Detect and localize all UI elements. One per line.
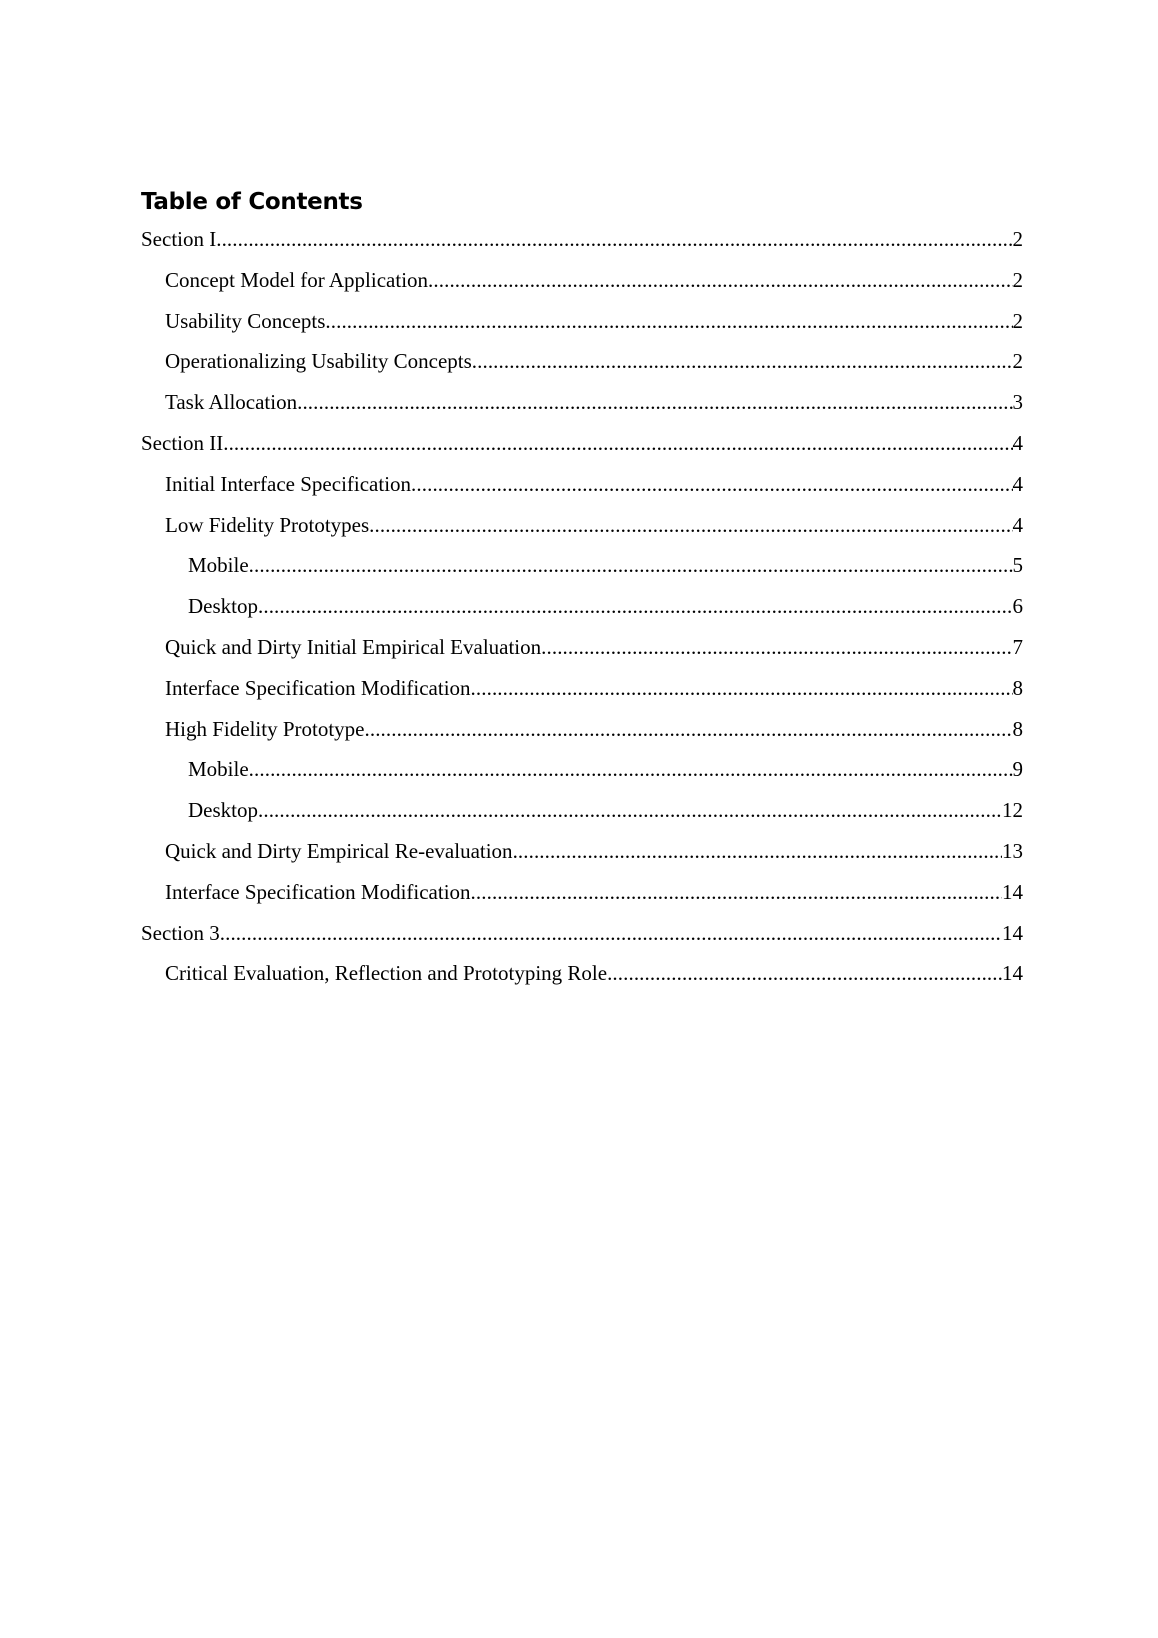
toc-entry-label: Section I	[141, 227, 217, 251]
toc-entry-page-number: 14	[1002, 920, 1023, 945]
toc-entry[interactable]	[141, 548, 1023, 589]
toc-entry[interactable]	[141, 589, 1023, 630]
toc-dot-leader	[249, 548, 1013, 582]
toc-entry[interactable]	[141, 385, 1023, 426]
toc-entry-label: Section 3	[141, 920, 220, 945]
toc-dot-leader	[258, 793, 1002, 827]
toc-entry-label: Interface Specification Modification	[165, 675, 471, 700]
toc-entry[interactable]	[141, 916, 1023, 957]
toc-entry-page-number: 9	[1012, 757, 1023, 782]
toc-entry-page-number: 12	[1002, 798, 1023, 823]
toc-entry-page-number: 2	[1012, 349, 1023, 374]
toc-entry-label: Critical Evaluation, Reflection and Prototyping Role	[165, 961, 608, 986]
toc-entry-label: Task Allocation	[165, 390, 298, 415]
toc-dot-leader	[607, 956, 1002, 990]
toc-entry[interactable]	[141, 304, 1023, 345]
toc-entry[interactable]	[141, 671, 1023, 712]
toc-entry-page-number: 2	[1012, 267, 1023, 292]
toc-entry-page-number: 13	[1002, 838, 1023, 863]
toc-entry[interactable]	[141, 793, 1023, 834]
toc-entry-label: Low Fidelity Prototypes	[165, 512, 370, 537]
toc-list	[141, 222, 1023, 997]
toc-dot-leader	[365, 712, 1013, 746]
toc-entry-page-number: 7	[1012, 634, 1023, 659]
toc-entry-label: Usability Concepts	[165, 308, 326, 333]
toc-entry[interactable]	[141, 630, 1023, 671]
toc-entry[interactable]	[141, 875, 1023, 916]
toc-entry[interactable]	[141, 712, 1023, 753]
toc-dot-leader	[513, 834, 1002, 868]
toc-entry-label: Section II	[141, 430, 224, 455]
toc-dot-leader	[325, 304, 1012, 338]
toc-dot-leader	[428, 263, 1012, 297]
toc-entry[interactable]	[141, 263, 1023, 304]
toc-entry-page-number: 4	[1012, 512, 1023, 537]
toc-entry[interactable]	[141, 752, 1023, 793]
toc-dot-leader	[471, 671, 1013, 705]
toc-entry-label: Interface Specification Modification	[165, 879, 471, 904]
toc-entry-label: Desktop	[188, 594, 258, 619]
toc-entry-label: Desktop	[188, 798, 258, 823]
toc-entry[interactable]	[141, 426, 1023, 467]
toc-dot-leader	[297, 385, 1012, 419]
toc-entry[interactable]	[141, 834, 1023, 875]
toc-entry-page-number: 3	[1012, 390, 1023, 415]
toc-entry-label: Initial Interface Specification	[165, 471, 412, 496]
toc-entry-page-number: 8	[1012, 716, 1023, 741]
toc-dot-leader	[411, 467, 1012, 501]
toc-entry-label: Quick and Dirty Initial Empirical Evaluation	[165, 634, 542, 659]
toc-entry-label: Concept Model for Application	[165, 267, 429, 292]
toc-entry-label: High Fidelity Prototype	[165, 716, 365, 741]
toc-entry[interactable]	[141, 508, 1023, 549]
toc-entry-page-number: 14	[1002, 961, 1023, 986]
toc-entry-label: Operationalizing Usability Concepts	[165, 349, 472, 374]
toc-dot-leader	[369, 508, 1012, 542]
toc-entry[interactable]	[141, 956, 1023, 997]
toc-entry-page-number: 4	[1012, 430, 1023, 455]
toc-dot-leader	[220, 916, 1002, 950]
toc-entry-page-number: 4	[1012, 471, 1023, 496]
toc-entry-page-number: 6	[1012, 594, 1023, 619]
toc-entry-label: Mobile	[188, 553, 249, 578]
toc-dot-leader	[216, 222, 1012, 256]
toc-dot-leader	[249, 752, 1013, 786]
toc-title: Table of Contents	[141, 189, 363, 215]
toc-dot-leader	[223, 426, 1012, 460]
toc-dot-leader	[472, 344, 1013, 378]
toc-dot-leader	[471, 875, 1002, 909]
toc-entry-page-number: 2	[1012, 227, 1023, 251]
toc-dot-leader	[258, 589, 1013, 623]
toc-entry-page-number: 5	[1012, 553, 1023, 578]
toc-entry-label: Mobile	[188, 757, 249, 782]
toc-entry[interactable]	[141, 344, 1023, 385]
toc-entry[interactable]	[141, 467, 1023, 508]
toc-dot-leader	[541, 630, 1012, 664]
toc-entry-page-number: 2	[1012, 308, 1023, 333]
toc-entry[interactable]	[141, 222, 1023, 263]
toc-entry-page-number: 8	[1012, 675, 1023, 700]
toc-entry-page-number: 14	[1002, 879, 1023, 904]
toc-entry-label: Quick and Dirty Empirical Re-evaluation	[165, 838, 513, 863]
